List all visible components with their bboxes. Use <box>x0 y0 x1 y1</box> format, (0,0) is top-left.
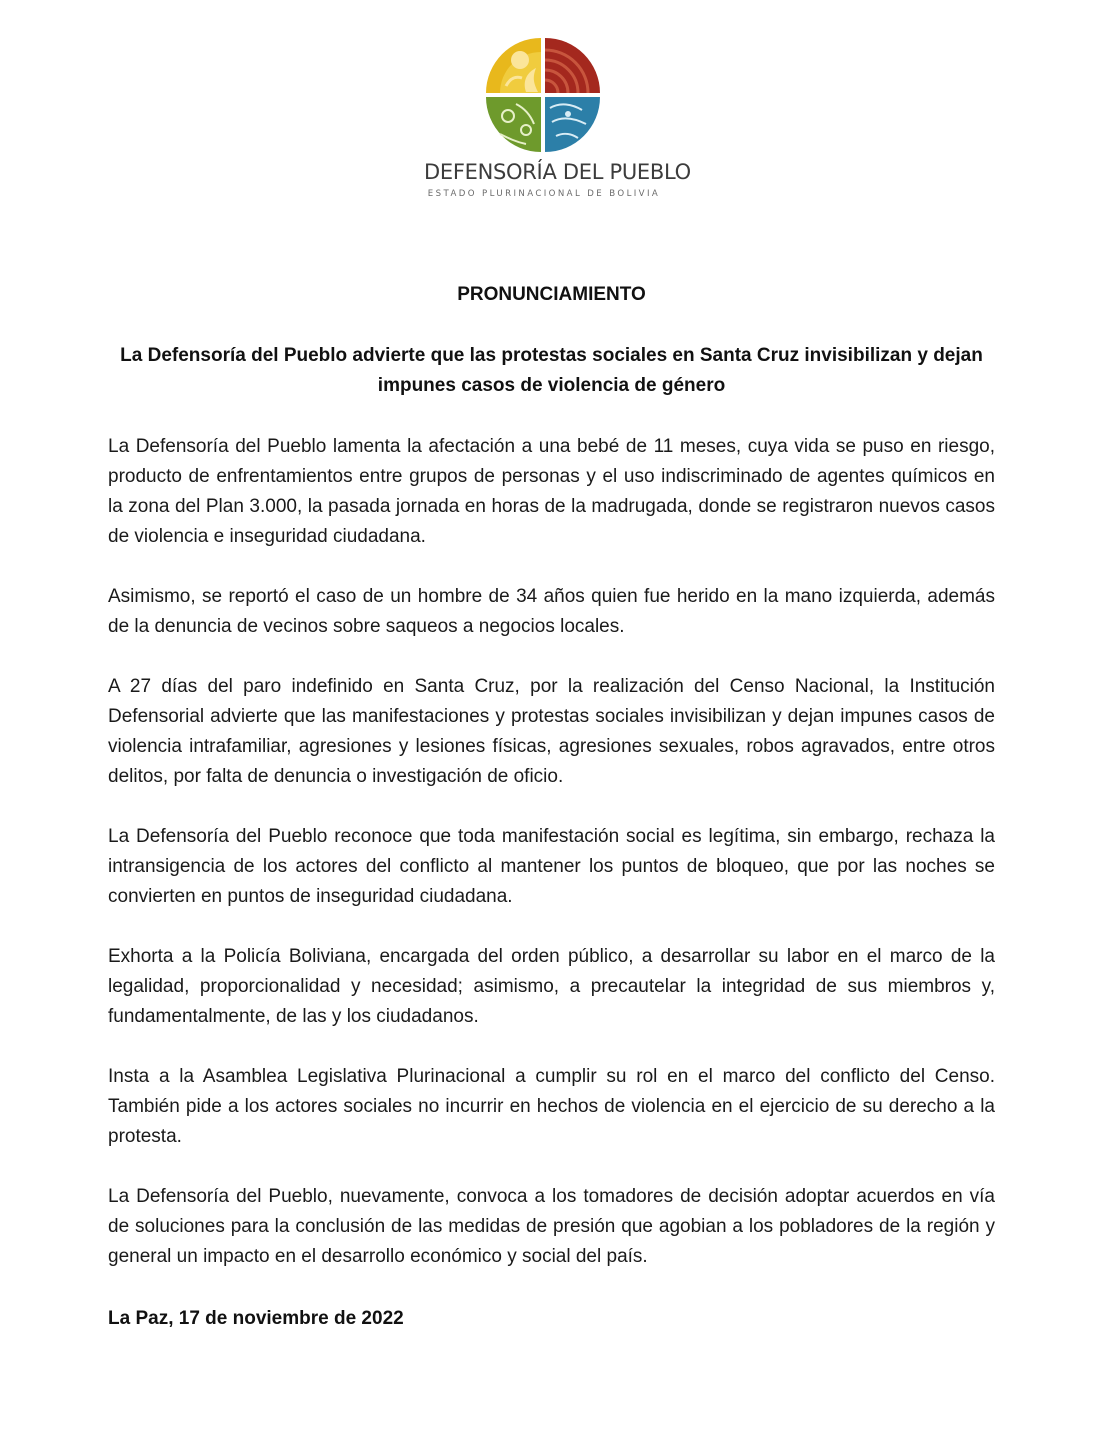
paragraph: Exhorta a la Policía Boliviana, encargada del orden público, a desarrollar su labor en el marco de la legalidad, proporcionalidad y necesidad; asimismo, a precautelar la integridad de sus miembros y, fundamentalmente, de las y los ciudadanos. <box>108 946 995 1027</box>
paragraph: Insta a la Asamblea Legislativa Plurinacional a cumplir su rol en el marco del conflicto del Censo. También pide a los actores sociales no incurrir en hechos de violencia en el ejercicio de su derecho a la protesta. <box>108 1066 995 1147</box>
document-body <box>108 432 995 1302</box>
paragraph: La Defensoría del Pueblo lamenta la afectación a una bebé de 11 meses, cuya vida se puso en riesgo, producto de enfrentamientos entre grupos de personas y el uso indiscriminado de agentes químicos en la zona del Plan 3.000, la pasada jornada en horas de la madrugada, donde se registraron nuevos casos de violencia e inseguridad ciudadana. <box>108 436 995 547</box>
institution-logo <box>424 38 691 204</box>
logo-emblem-icon <box>486 38 600 152</box>
logo-name: DEFENSORÍA DEL PUEBLO <box>424 160 691 184</box>
paragraph: A 27 días del paro indefinido en Santa Cruz, por la realización del Censo Nacional, la Institución Defensorial advierte que las manifestaciones y protestas sociales invisibilizan y dejan impunes casos de violencia intrafamiliar, agresiones y lesiones físicas, agresiones sexuales, robos agravados, entre otros delitos, por falta de denuncia o investigación de oficio. <box>108 676 995 787</box>
place-and-date: La Paz, 17 de noviembre de 2022 <box>108 1308 404 1329</box>
paragraph: La Defensoría del Pueblo reconoce que toda manifestación social es legítima, sin embargo, rechaza la intransigencia de los actores del conflicto al mantener los puntos de bloqueo, que por las noches se convierten en puntos de inseguridad ciudadana. <box>108 826 995 907</box>
paragraph: Asimismo, se reportó el caso de un hombre de 34 años quien fue herido en la mano izquierda, además de la denuncia de vecinos sobre saqueos a negocios locales. <box>108 586 995 637</box>
paragraph: La Defensoría del Pueblo, nuevamente, convoca a los tomadores de decisión adoptar acuerdos en vía de soluciones para la conclusión de las medidas de presión que agobian a los pobladores de la región y general un impacto en el desarrollo económico y social del país. <box>108 1186 995 1267</box>
document-headline: La Defensoría del Pueblo advierte que las protestas sociales en Santa Cruz invisibilizan y dejan impunes casos de violencia de género <box>120 345 983 396</box>
logo-subtitle: ESTADO PLURINACIONAL DE BOLIVIA <box>427 189 661 199</box>
logo-green-quadrant <box>486 97 541 152</box>
document-type-heading: PRONUNCIAMIENTO <box>457 284 646 305</box>
